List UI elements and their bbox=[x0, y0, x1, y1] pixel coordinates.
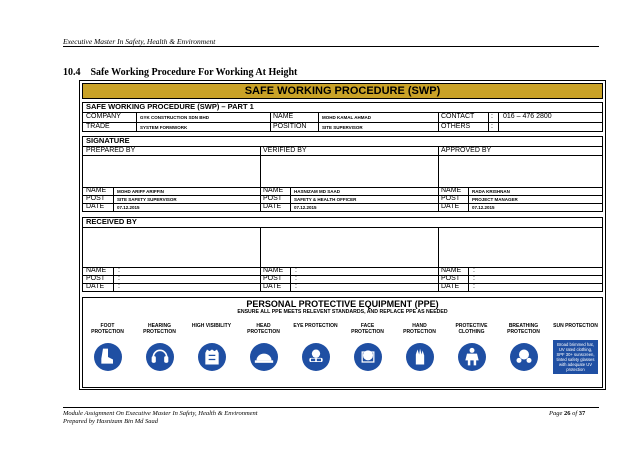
hard-hat-icon bbox=[250, 343, 278, 371]
approved-date-label: DATE bbox=[441, 203, 460, 210]
footer-module: Module Assignment On Executive Master In Safety, Health & Environment bbox=[63, 410, 258, 417]
prepared-name: MOHD ARIFF ARIFFIN bbox=[117, 189, 164, 194]
company-value: GYK CONSTRUCTION SDN BHD bbox=[140, 115, 210, 120]
page-prefix: Page bbox=[549, 410, 564, 417]
approved-post-label: POST bbox=[441, 195, 461, 202]
prepared-post-label: POST bbox=[86, 195, 106, 202]
ppe-item bbox=[396, 323, 443, 371]
recv3-post-label: POST bbox=[441, 275, 461, 282]
prepared-by-label: PREPARED BY bbox=[86, 147, 136, 154]
others-label: OTHERS bbox=[441, 123, 471, 130]
face-shield-icon bbox=[354, 343, 382, 371]
recv1-colon-2: : bbox=[118, 275, 120, 282]
received-title: RECEIVED BY bbox=[86, 217, 137, 226]
recv2-name-label: NAME bbox=[263, 267, 284, 274]
prepared-date: 07.12.2015 bbox=[117, 205, 140, 210]
goggles-icon bbox=[302, 343, 330, 371]
verified-by-label: VERIFIED BY bbox=[263, 147, 307, 154]
coverall-icon bbox=[458, 343, 486, 371]
contact-colon: : bbox=[491, 113, 493, 120]
recv3-colon-3: : bbox=[473, 283, 475, 290]
recv1-colon-1: : bbox=[118, 267, 120, 274]
ppe-item bbox=[344, 323, 391, 371]
recv2-post-label: POST bbox=[263, 275, 283, 282]
verified-date-label: DATE bbox=[263, 203, 282, 210]
glove-icon bbox=[406, 343, 434, 371]
ppe-item bbox=[136, 323, 183, 371]
verified-name: HASNIZAM MD SAAD bbox=[294, 189, 340, 194]
footer-author: Prepared by Hasnizam Bin Md Saad bbox=[63, 418, 159, 425]
ppe-item bbox=[240, 323, 287, 371]
part1-box bbox=[82, 102, 603, 132]
ppe-item-label: FACE PROTECTION bbox=[351, 323, 384, 335]
name-value: MOHD KAMAL AHMAD bbox=[322, 115, 371, 120]
recv1-date-label: DATE bbox=[86, 283, 105, 290]
recv3-colon-2: : bbox=[473, 275, 475, 282]
recv3-date-label: DATE bbox=[441, 283, 460, 290]
section-title: Safe Working Procedure For Working At Height bbox=[90, 67, 298, 78]
approved-name-label: NAME bbox=[441, 187, 462, 194]
company-label: COMPANY bbox=[86, 113, 121, 120]
others-colon: : bbox=[491, 123, 493, 130]
ppe-item-label: SUN PROTECTION bbox=[553, 323, 598, 329]
ppe-item bbox=[552, 323, 599, 374]
prepared-name-label: NAME bbox=[86, 187, 107, 194]
recv1-name-label: NAME bbox=[86, 267, 107, 274]
signature-box bbox=[82, 136, 603, 212]
running-header: Executive Master In Safety, Health & Environment bbox=[63, 37, 216, 46]
swp-banner: SAFE WORKING PROCEDURE (SWP) bbox=[82, 83, 603, 99]
name-label: NAME bbox=[273, 113, 294, 120]
received-box bbox=[82, 217, 603, 292]
approved-by-label: APPROVED BY bbox=[441, 147, 492, 154]
verified-date: 07.12.2015 bbox=[294, 205, 317, 210]
ppe-title: PERSONAL PROTECTIVE EQUIPMENT (PPE) bbox=[246, 299, 439, 309]
recv1-colon-3: : bbox=[118, 283, 120, 290]
ppe-item-label: HEARING PROTECTION bbox=[143, 323, 176, 335]
verified-name-label: NAME bbox=[263, 187, 284, 194]
recv2-colon-2: : bbox=[295, 275, 297, 282]
position-label: POSITION bbox=[273, 123, 307, 130]
signature-title: SIGNATURE bbox=[86, 136, 130, 145]
contact-label: CONTACT bbox=[441, 113, 475, 120]
page-of: of bbox=[570, 410, 579, 417]
trade-label: TRADE bbox=[86, 123, 110, 130]
trade-value: SYSTEM FORMWORK bbox=[140, 125, 188, 130]
ppe-item-label: EYE PROTECTION bbox=[293, 323, 338, 329]
approved-post: PROJECT MANAGER bbox=[472, 197, 518, 202]
sun-protection-note: Broad brimmed hat, UV rated clothing, SPF 30+ sunscreen, tinted safety glasses with adequate UV protection bbox=[553, 340, 598, 374]
swp-form bbox=[79, 80, 606, 390]
ppe-item-label: HAND PROTECTION bbox=[403, 323, 436, 335]
position-value: SITE SUPERVISOR bbox=[322, 125, 363, 130]
ppe-item bbox=[448, 323, 495, 371]
ear-muff-icon bbox=[146, 343, 174, 371]
ppe-item-label: PROTECTIVE CLOTHING bbox=[455, 323, 488, 335]
part1-title: SAFE WORKING PROCEDURE (SWP) – PART 1 bbox=[86, 102, 254, 111]
recv2-colon-3: : bbox=[295, 283, 297, 290]
recv1-post-label: POST bbox=[86, 275, 106, 282]
header-divider bbox=[63, 46, 599, 47]
ppe-item bbox=[188, 323, 235, 371]
prepared-post: SITE SAFETY SUPERVISOR bbox=[117, 197, 177, 202]
recv3-name-label: NAME bbox=[441, 267, 462, 274]
ppe-subtitle: ENSURE ALL PPE MEETS RELEVENT STANDARDS, AND REPLACE PPE AS NEEDED bbox=[237, 309, 448, 315]
boot-icon bbox=[94, 343, 122, 371]
ppe-item bbox=[292, 323, 339, 371]
ppe-item bbox=[500, 323, 547, 371]
prepared-date-label: DATE bbox=[86, 203, 105, 210]
verified-post-label: POST bbox=[263, 195, 283, 202]
contact-value: 016 – 476 2800 bbox=[503, 113, 552, 120]
approved-name: RADA KRISHNAN bbox=[472, 189, 510, 194]
approved-date: 07.12.2015 bbox=[472, 205, 495, 210]
ppe-item-label: BREATHING PROTECTION bbox=[507, 323, 540, 335]
page-current: 26 bbox=[563, 410, 571, 417]
section-heading bbox=[63, 67, 297, 78]
ppe-item bbox=[84, 323, 131, 371]
ppe-item-label: HIGH VISIBILITY bbox=[191, 323, 232, 329]
ppe-item-label: FOOT PROTECTION bbox=[91, 323, 124, 335]
vest-icon bbox=[198, 343, 226, 371]
section-number: 10.4 bbox=[63, 67, 81, 78]
footer-divider bbox=[63, 407, 599, 408]
page-number bbox=[549, 410, 585, 417]
verified-post: SAFETY & HEALTH OFFICER bbox=[294, 197, 357, 202]
page-total: 37 bbox=[578, 410, 586, 417]
recv2-colon-1: : bbox=[295, 267, 297, 274]
respirator-icon bbox=[510, 343, 538, 371]
recv3-colon-1: : bbox=[473, 267, 475, 274]
recv2-date-label: DATE bbox=[263, 283, 282, 290]
ppe-item-label: HEAD PROTECTION bbox=[247, 323, 280, 335]
